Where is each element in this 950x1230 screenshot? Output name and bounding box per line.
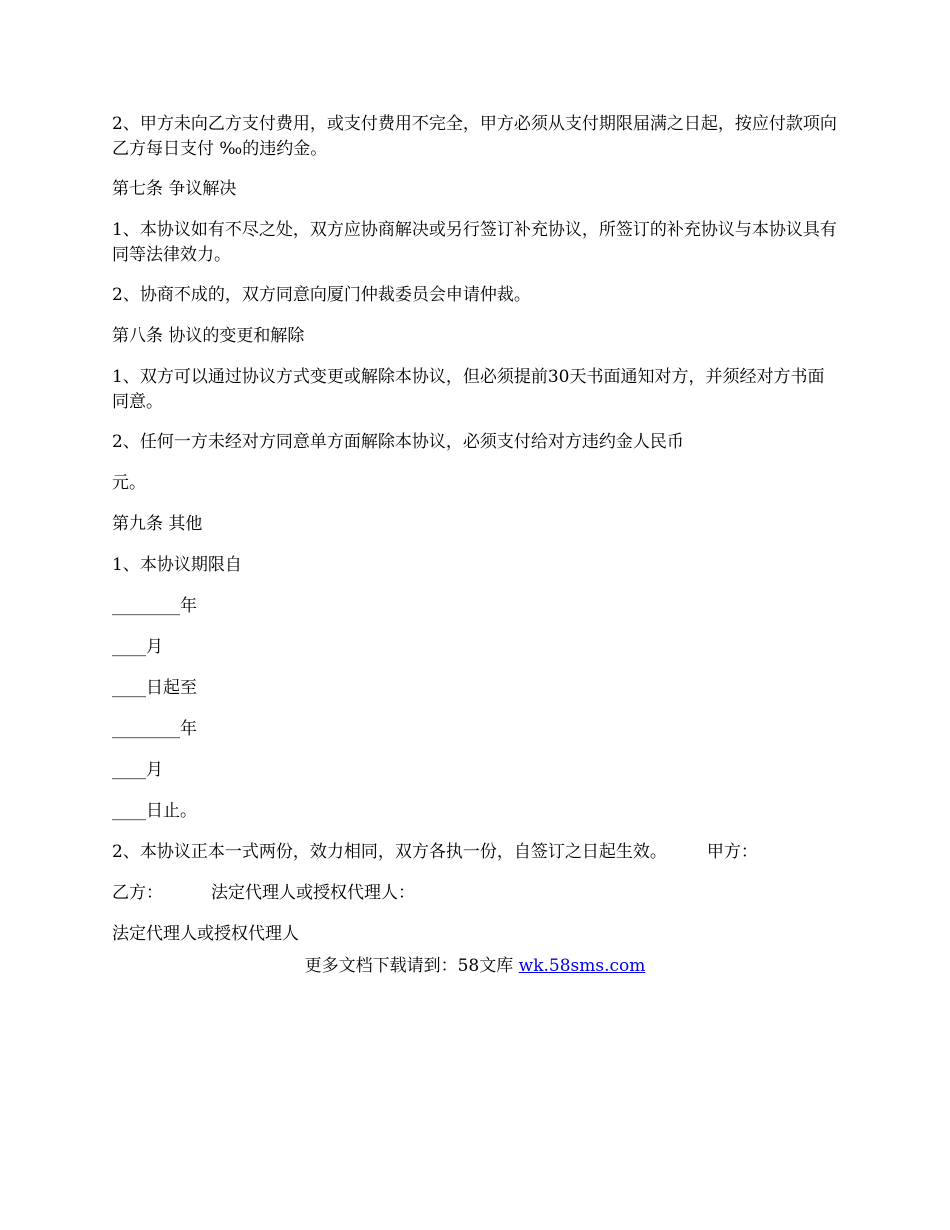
paragraph-copies-effective bbox=[112, 840, 840, 865]
paragraph-penalty-payment: 2、甲方未向乙方支付费用，或支付费用不完全，甲方必须从支付期限届满之日起，按应付款项向乙方每日支付 ‰的违约金。 bbox=[112, 114, 837, 159]
legal-rep-a: 法定代理人或授权代理人： bbox=[211, 883, 415, 903]
paragraph-term-from: 1、本协议期限自 bbox=[112, 555, 242, 575]
blank-start-month: ____月 bbox=[112, 637, 163, 657]
blank-start-day: ____日起至 bbox=[112, 678, 197, 698]
paragraph-arbitration: 2、协商不成的，双方同意向厦门仲裁委员会申请仲裁。 bbox=[112, 285, 531, 305]
party-b-label: 乙方： bbox=[112, 883, 163, 903]
paragraph-yuan: 元。 bbox=[112, 473, 146, 493]
blank-end-day: ____日止。 bbox=[112, 801, 197, 821]
blank-start-year: ________年 bbox=[112, 596, 197, 616]
document-body bbox=[112, 112, 840, 963]
heading-article-8: 第八条 协议的变更和解除 bbox=[112, 326, 305, 346]
heading-article-9: 第九条 其他 bbox=[112, 514, 203, 534]
paragraph-modify-terminate: 1、双方可以通过协议方式变更或解除本协议，但必须提前30天书面通知对方，并须经对方书面同意。 bbox=[112, 367, 825, 412]
paragraph-party-b bbox=[112, 881, 840, 906]
footer bbox=[0, 954, 950, 979]
clause-2-text: 2、本协议正本一式两份，效力相同，双方各执一份，自签订之日起生效。 bbox=[112, 842, 667, 862]
heading-article-7: 第七条 争议解决 bbox=[112, 179, 237, 199]
paragraph-unilateral-termination: 2、任何一方未经对方同意单方面解除本协议，必须支付给对方违约金人民币 bbox=[112, 432, 684, 452]
party-a-label: 甲方： bbox=[706, 842, 758, 862]
blank-end-year: ________年 bbox=[112, 719, 197, 739]
paragraph-legal-rep-b: 法定代理人或授权代理人 bbox=[112, 924, 299, 944]
footer-link[interactable]: wk.58sms.com bbox=[518, 956, 646, 976]
footer-text: 更多文档下载请到：58文库 bbox=[304, 956, 519, 976]
paragraph-supplement-agreement: 1、本协议如有不尽之处，双方应协商解决或另行签订补充协议，所签订的补充协议与本协议具有同等法律效力。 bbox=[112, 220, 837, 265]
blank-end-month: ____月 bbox=[112, 760, 163, 780]
